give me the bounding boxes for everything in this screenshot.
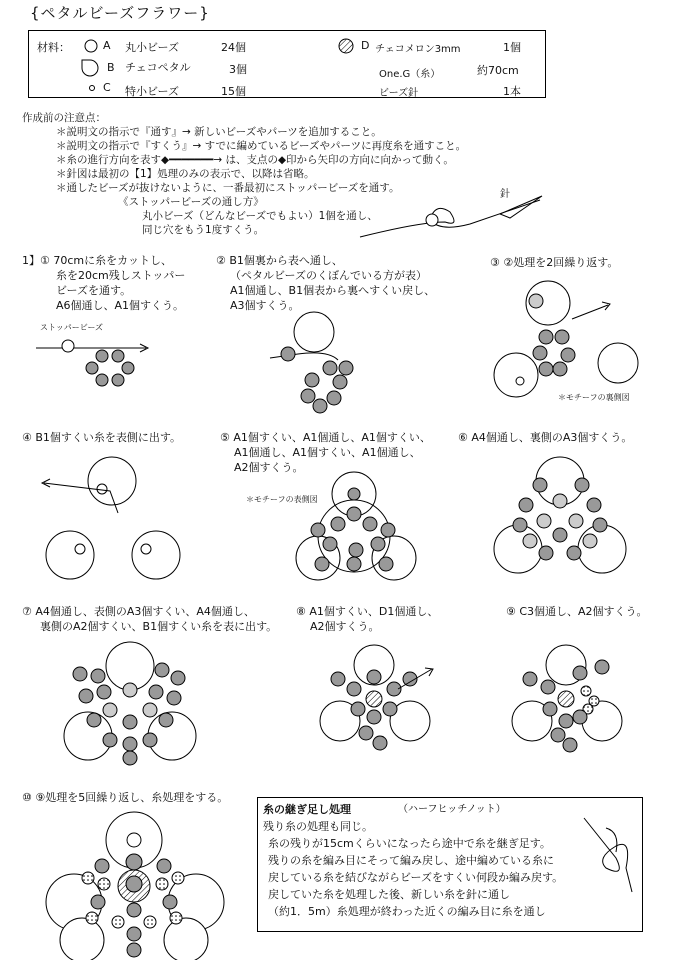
thread-box-line: 残りの糸を編み目にそって編み戻し、途中編めている糸に (268, 854, 554, 867)
step-5-note: ＊モチーフの表側図 (246, 495, 318, 504)
bead-c-icon (87, 83, 97, 93)
step-line: 糸を20cm残しストッパー (56, 269, 186, 282)
material-name-b: チェコペタル (125, 61, 191, 74)
step-2-diagram (268, 310, 388, 420)
step-7-diagram (58, 640, 208, 770)
stopper-title: 《ストッパービーズの通し方》 (118, 196, 264, 208)
step-3-text: ③ ②処理を2回繰り返す。 (490, 256, 619, 269)
step-8-text (296, 604, 438, 634)
material-name-needle: ビーズ針 (379, 88, 419, 99)
melon-d-icon (337, 37, 355, 55)
step-line: ⑦ A4個通し、表側のA3個すくい、A4個通し、 (22, 605, 255, 618)
petal-b-icon (79, 57, 101, 79)
material-letter-d: D (361, 39, 370, 52)
notes-header: 作成前の注意点： (22, 112, 106, 124)
note-line: ＊説明文の指示で『通す』→ 新しいビーズやパーツを追加すること。 (56, 126, 382, 138)
step-line: A1個通し、A1個すくい、A1個通し、 (234, 446, 421, 459)
materials-box (28, 30, 546, 98)
thread-join-box (257, 797, 643, 932)
step-line: A6個通し、A1個すくう。 (56, 299, 185, 312)
step-line: A3個すくう。 (230, 299, 300, 312)
step-line: A2個すくう。 (310, 620, 380, 633)
material-qty-a: 24個 (221, 41, 246, 54)
step-line: ⑧ A1個すくい、D1個通し、 (296, 605, 439, 618)
material-qty-needle: 1本 (503, 85, 521, 98)
step-10-diagram (42, 810, 242, 955)
material-letter-a: A (103, 39, 111, 52)
materials-label: 材料： (37, 41, 70, 54)
step-1-text (22, 253, 185, 313)
step-4-text: ④ B1個すくい糸を表側に出す。 (22, 431, 182, 444)
material-qty-thread: 約70cm (477, 64, 519, 77)
stopper-line: 同じ穴をもう1度すくう。 (142, 224, 265, 236)
step-line: A2個すくう。 (234, 461, 304, 474)
note-line: ＊通したビーズが抜けないように、一番最初にストッパービーズを通す。 (56, 182, 400, 194)
thread-box-line: 戻していた糸を処理した後、新しい糸を針に通し (268, 888, 510, 901)
step-6-diagram (490, 455, 640, 585)
needle-illustration (350, 192, 550, 242)
material-qty-d: 1個 (503, 41, 521, 54)
material-letter-c: C (103, 81, 111, 94)
step-9-diagram (510, 645, 640, 755)
material-name-thread: One.G（糸） (379, 69, 441, 80)
step-3-note: ＊モチーフの裏側図 (558, 393, 630, 402)
thread-box-line: 戻している糸を結びながらビーズをすくい何段か編み戻す。 (268, 871, 564, 884)
thread-box-subtitle: （ハーフヒッチノット） (398, 804, 506, 815)
step-5-diagram (290, 470, 430, 590)
thread-box-title: 糸の継ぎ足し処理 (263, 803, 351, 816)
step-7-text (22, 604, 277, 634)
step-line: ⑤ A1個すくい、A1個通し、A1個すくい、 (220, 431, 431, 444)
step-line: （ペタルビーズのくぼんでいる方が表） (230, 269, 428, 282)
bead-a-icon (83, 38, 99, 54)
step-1-diagram (36, 334, 186, 394)
needle-label: 針 (500, 189, 510, 200)
step-9-text: ⑨ C3個通し、A2個すくう。 (506, 605, 648, 618)
knot-illustration (576, 808, 640, 898)
step-line: ② B1個裏から表へ通し、 (216, 254, 343, 267)
step-5-text (220, 430, 431, 475)
thread-box-line: （約1．5m）糸処理が終わった近くの編み目に糸を通し (268, 905, 546, 918)
step-10-text: ⑩ ⑨処理を5回繰り返し、糸処理をする。 (22, 791, 229, 804)
thread-box-line: 残り糸の処理も同じ。 (263, 820, 373, 833)
material-name-d: チェコメロン3mm (375, 44, 461, 55)
thread-box-line: 糸の残りが15cmくらいになったら途中で糸を継ぎ足す。 (268, 837, 551, 850)
note-line: ＊説明文の指示で『すくう』→ すでに編めているビーズやパーツに再度糸を通すこと。 (56, 140, 467, 152)
step-line: ビーズを通す。 (56, 284, 132, 297)
step-line: 裏側のA2個すくい、B1個すくい糸を表に出す。 (40, 620, 278, 633)
note-line: ＊針図は最初の【1】処理のみの表示で、以降は省略。 (56, 168, 315, 180)
stopper-label: ストッパービーズ (40, 323, 104, 332)
step-4-diagram (40, 455, 190, 585)
material-name-c: 特小ビーズ (125, 85, 180, 98)
stopper-line: 丸小ビーズ（どんなビーズでもよい）1個を通し、 (142, 210, 378, 222)
step-6-text: ⑥ A4個通し、裏側のA3個すくう。 (458, 431, 633, 444)
material-qty-b: 3個 (229, 63, 247, 76)
step-2-text (216, 253, 435, 313)
material-letter-b: B (107, 61, 115, 74)
material-name-a: 丸小ビーズ (125, 41, 180, 54)
material-qty-c: 15個 (221, 85, 246, 98)
page-title: {ペタルビーズフラワー} (30, 4, 210, 22)
step-line: A1個通し、B1個表から裏へすくい戻し、 (230, 284, 436, 297)
step-8-diagram (318, 645, 448, 755)
note-line: ＊糸の進行方向を表す◆━━━━━━━→ は、支点の◆印から矢印の方向に向かって動く。 (56, 154, 454, 166)
step-line: 1】① 70cmに糸をカットし、 (22, 254, 173, 267)
